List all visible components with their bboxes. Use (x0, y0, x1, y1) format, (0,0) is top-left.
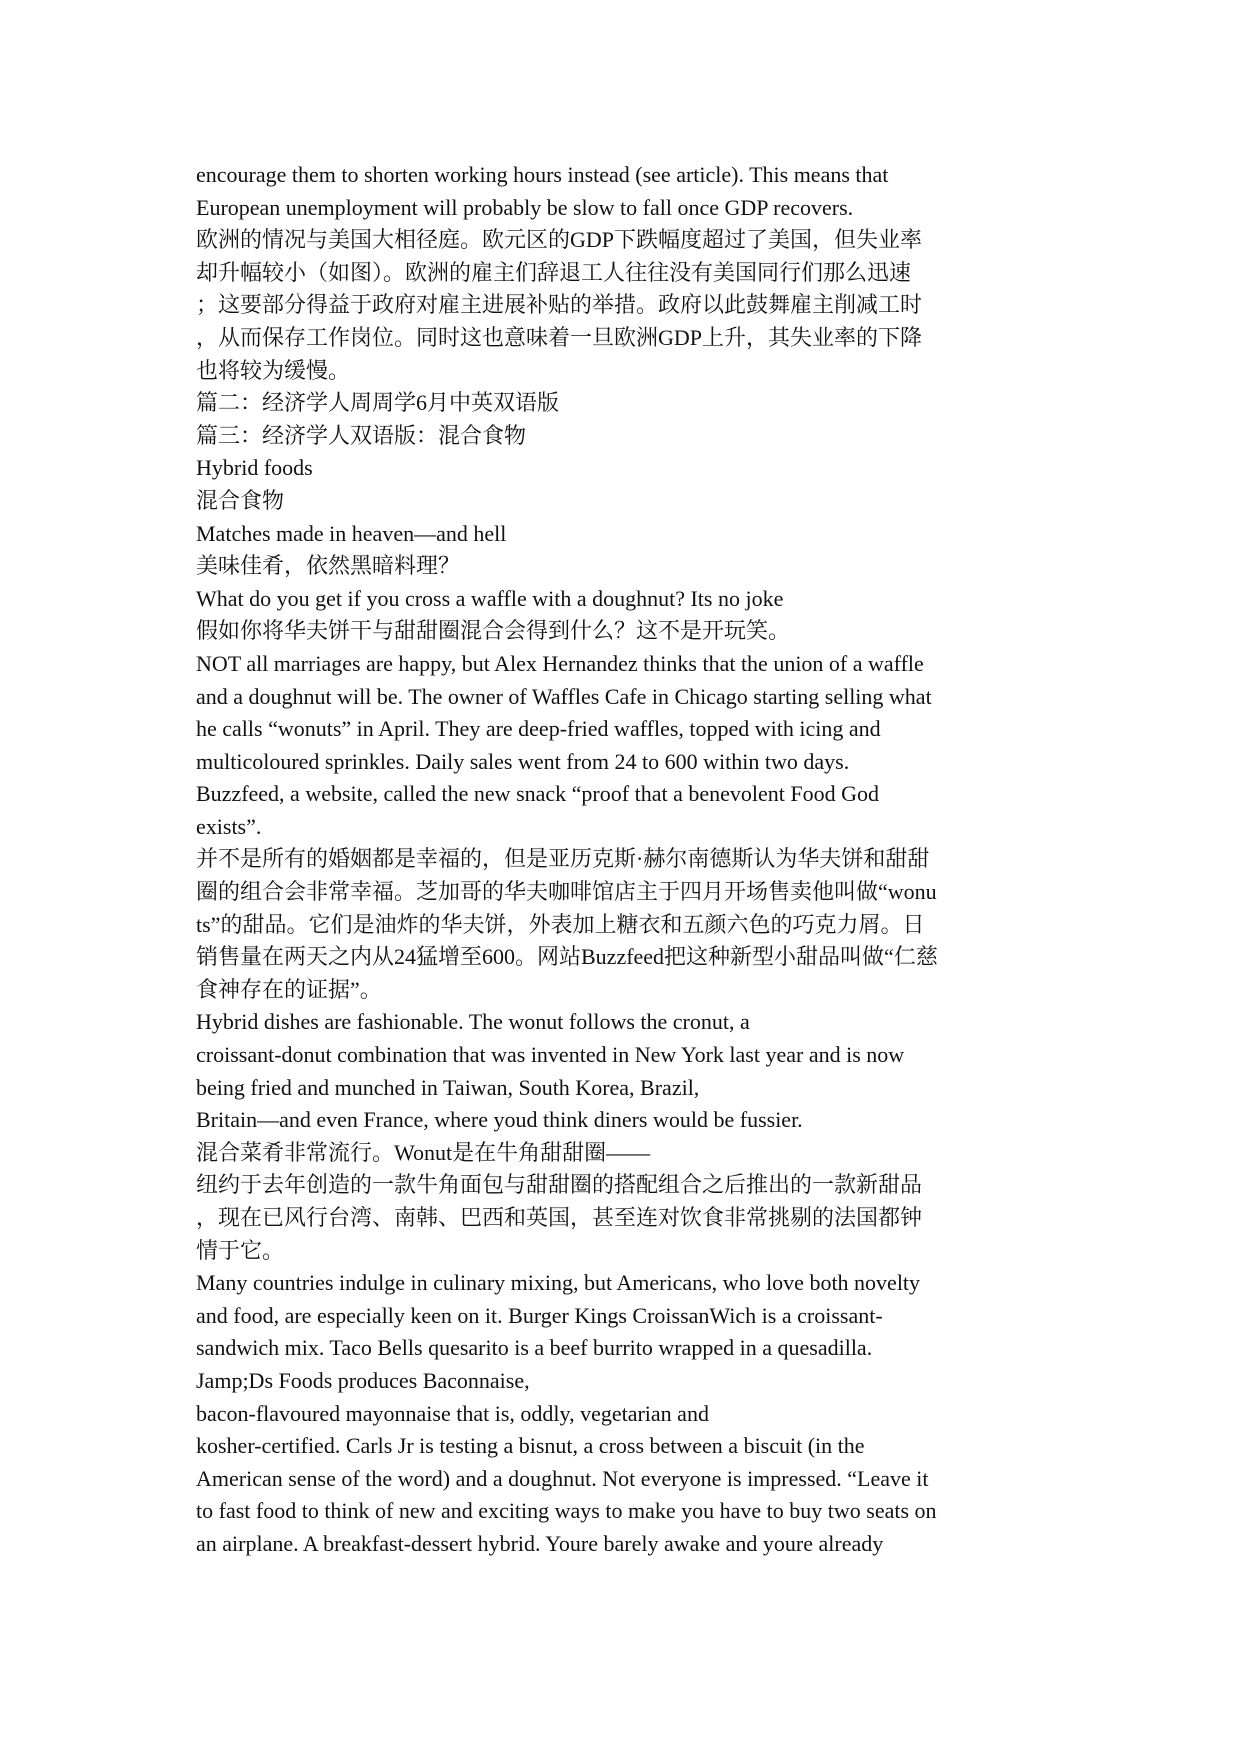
article-subtitle: Matches made in heaven—and hell (196, 520, 507, 546)
text-line: sandwich mix. Taco Bells quesarito is a beef burrito wrapped in a quesadilla. (196, 1335, 873, 1361)
text-line: ，从而保存工作岗位。同时这也意味着一旦欧洲GDP上升，其失业率的下降 (196, 324, 923, 350)
text-line: kosher-certified. Carls Jr is testing a bisnut, a cross between a biscuit (in the (196, 1433, 865, 1459)
text-line: 食神存在的证据”。 (196, 976, 382, 1002)
section-heading: 篇二：经济学人周周学6月中英双语版 (196, 390, 560, 416)
text-line: exists”. (196, 813, 262, 839)
text-line: NOT all marriages are happy, but Alex Hernandez thinks that the union of a waffle (196, 650, 924, 676)
text-line: 情于它。 (196, 1237, 285, 1263)
text-line: being fried and munched in Taiwan, South Korea, Brazil, (196, 1074, 700, 1100)
article-lede: What do you get if you cross a waffle with a doughnut? Its no joke (196, 585, 784, 611)
document-page (196, 159, 1046, 1561)
text-line: Buzzfeed, a website, called the new snack “proof that a benevolent Food God (196, 781, 879, 807)
text-line: 纽约于去年创造的一款牛角面包与甜甜圈的搭配组合之后推出的一款新甜品 (196, 1172, 923, 1198)
text-line: 欧洲的情况与美国大相径庭。欧元区的GDP下跌幅度超过了美国，但失业率 (196, 227, 923, 253)
text-line: and a doughnut will be. The owner of Waffles Cafe in Chicago starting selling what (196, 683, 932, 709)
article-lede-translation: 假如你将华夫饼干与甜甜圈混合会得到什么？这不是开玩笑。 (196, 618, 791, 644)
text-line: 混合菜肴非常流行。Wonut是在牛角甜甜圈—— (196, 1139, 651, 1165)
text-line: ts”的甜品。它们是油炸的华夫饼，外表加上糖衣和五颜六色的巧克力屑。日 (196, 911, 925, 937)
text-line: 并不是所有的婚姻都是幸福的，但是亚历克斯·赫尔南德斯认为华夫饼和甜甜 (196, 846, 930, 872)
section-heading: 篇三：经济学人双语版：混合食物 (196, 422, 527, 448)
article-subtitle-translation: 美味佳肴，依然黑暗料理？ (196, 553, 461, 579)
article-title: Hybrid foods (196, 455, 313, 481)
text-line: Hybrid dishes are fashionable. The wonut follows the cronut, a (196, 1009, 750, 1035)
text-line: he calls “wonuts” in April. They are deep-fried waffles, topped with icing and (196, 716, 881, 742)
text-line: bacon-flavoured mayonnaise that is, oddly, vegetarian and (196, 1400, 709, 1426)
text-line: ；这要部分得益于政府对雇主进展补贴的举措。政府以此鼓舞雇主削减工时 (196, 292, 923, 318)
text-line: European unemployment will probably be slow to fall once GDP recovers. (196, 194, 854, 220)
text-line: to fast food to think of new and exciting ways to make you have to buy two seats on (196, 1498, 937, 1524)
text-line: 圈的组合会非常幸福。芝加哥的华夫咖啡馆店主于四月开场售卖他叫做“wonu (196, 879, 937, 905)
text-line: an airplane. A breakfast-dessert hybrid. Youre barely awake and youre already (196, 1530, 884, 1556)
text-line: ，现在已风行台湾、南韩、巴西和英国，甚至连对饮食非常挑剔的法国都钟 (196, 1205, 923, 1230)
article-title-translation: 混合食物 (196, 487, 285, 513)
text-line: American sense of the word) and a doughnut. Not everyone is impressed. “Leave it (196, 1465, 929, 1491)
text-line: and food, are especially keen on it. Burger Kings CroissanWich is a croissant- (196, 1302, 883, 1328)
text-line: Many countries indulge in culinary mixing, but Americans, who love both novelty (196, 1270, 921, 1296)
text-line: Britain—and even France, where youd think diners would be fussier. (196, 1107, 803, 1133)
text-line: encourage them to shorten working hours instead (see article). This means that (196, 162, 889, 187)
text-line: 也将较为缓慢。 (196, 357, 351, 383)
text-line: 销售量在两天之内从24猛增至600。网站Buzzfeed把这种新型小甜品叫做“仁慈 (196, 944, 938, 970)
text-line: multicoloured sprinkles. Daily sales went from 24 to 600 within two days. (196, 748, 850, 774)
text-line: Jamp;Ds Foods produces Baconnaise, (196, 1367, 530, 1393)
text-line: 却升幅较小（如图）。欧洲的雇主们辞退工人往往没有美国同行们那么迅速 (196, 259, 912, 285)
text-line: croissant-donut combination that was invented in New York last year and is now (196, 1042, 905, 1068)
